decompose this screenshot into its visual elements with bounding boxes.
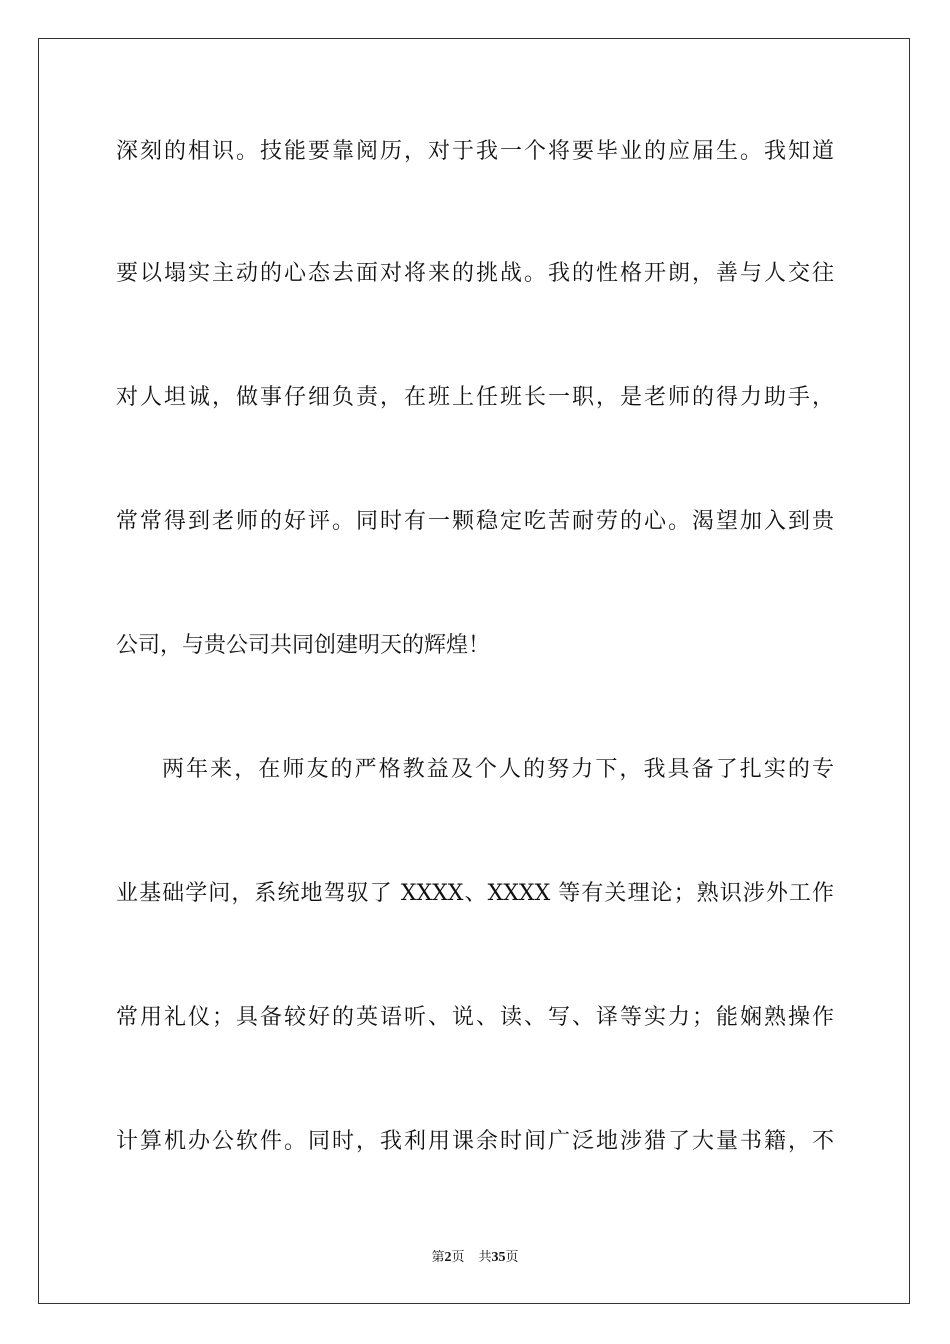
- text-line: 对人坦诚，做事仔细负责，在班上任班长一职，是老师的得力助手，: [116, 385, 834, 410]
- text-line: 深刻的相识。技能要靠阅历，对于我一个将要毕业的应届生。我知道: [116, 139, 834, 164]
- page-footer: [0, 1246, 950, 1270]
- text-line: 常用礼仪；具备较好的英语听、说、读、写、译等实力；能娴熟操作: [116, 1005, 834, 1030]
- page-suffix: 页: [451, 1250, 465, 1265]
- text-line: 业基础学问，系统地驾驭了 XXXX、XXXX 等有关理论；熟识涉外工作: [116, 881, 834, 906]
- text-line: 要以塌实主动的心态去面对将来的挑战。我的性格开朗，善与人交往: [116, 261, 834, 286]
- page-border: [38, 38, 910, 1304]
- text-line: 计算机办公软件。同时，我利用课余时间广泛地涉猎了大量书籍，不: [116, 1129, 834, 1154]
- page-number: 2: [444, 1250, 452, 1265]
- total-prefix: 共: [478, 1250, 492, 1265]
- total-suffix: 页: [505, 1250, 519, 1265]
- text-line: 两年来，在师友的严格教益及个人的努力下，我具备了扎实的专: [162, 757, 834, 782]
- text-line: 常常得到老师的好评。同时有一颗稳定吃苦耐劳的心。渴望加入到贵: [116, 509, 834, 534]
- page-prefix: 第: [431, 1250, 445, 1265]
- total-pages: 35: [491, 1250, 506, 1265]
- text-line: 公司，与贵公司共同创建明天的辉煌！: [116, 633, 491, 658]
